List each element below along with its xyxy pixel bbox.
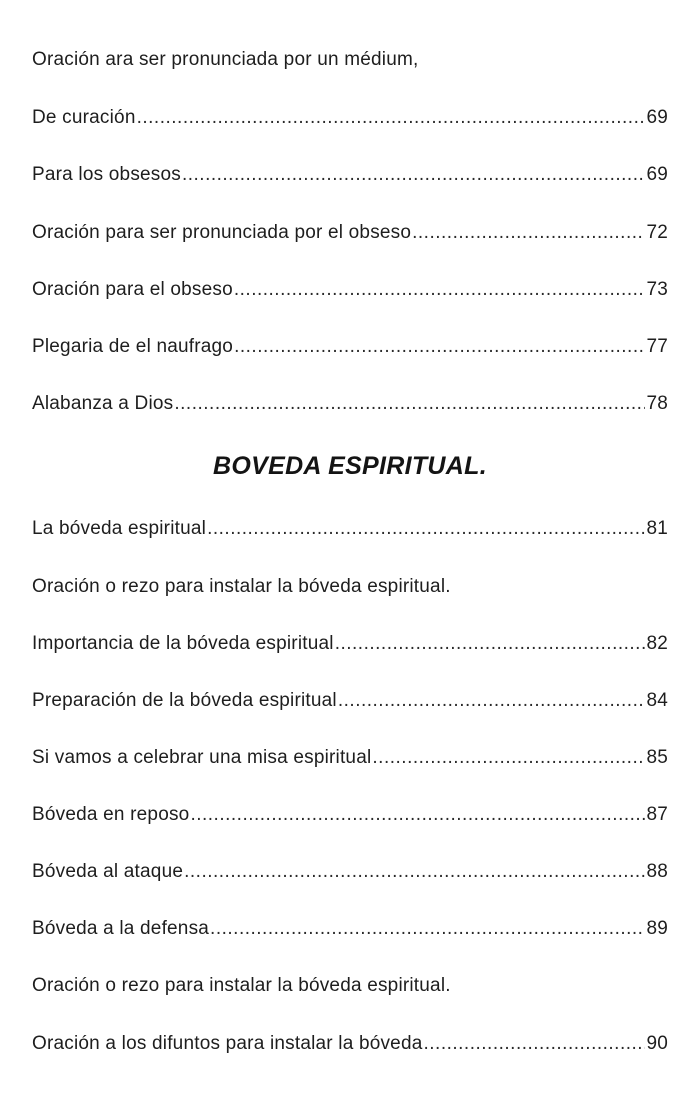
toc-entry-page: 81 xyxy=(646,518,668,539)
dot-leader xyxy=(412,220,645,246)
toc-entry-page: 69 xyxy=(646,107,668,128)
toc-entry xyxy=(32,688,668,714)
toc-entry-title: La bóveda espiritual xyxy=(32,518,207,539)
dot-leader xyxy=(372,745,645,771)
toc-entry-page: 90 xyxy=(646,1033,668,1054)
toc-entry-title: Oración o rezo para instalar la bóveda espiritual. xyxy=(32,576,451,597)
toc-entry-title: Bóveda a la defensa xyxy=(32,918,210,939)
toc-entry-page: 69 xyxy=(646,164,668,185)
dot-leader xyxy=(335,631,646,657)
toc-entry xyxy=(32,802,668,828)
toc-entry-title: Oración para ser pronunciada por el obseso xyxy=(32,222,412,243)
toc-entry xyxy=(32,859,668,885)
toc-entry xyxy=(32,47,668,73)
toc-entry xyxy=(32,220,668,246)
toc-entry-page: 89 xyxy=(646,918,668,939)
dot-leader xyxy=(207,516,645,542)
dot-leader xyxy=(234,334,645,360)
toc-entry-title: Plegaria de el naufrago xyxy=(32,336,234,357)
dot-leader xyxy=(190,802,645,828)
dot-leader xyxy=(174,391,645,417)
toc-entry-title: Bóveda en reposo xyxy=(32,804,190,825)
toc-entry-page: 77 xyxy=(646,336,668,357)
dot-leader xyxy=(210,916,645,942)
dot-leader xyxy=(423,1031,645,1057)
toc-entry xyxy=(32,391,668,417)
toc-entry xyxy=(32,277,668,303)
toc-entry-title: Importancia de la bóveda espiritual xyxy=(32,633,334,654)
toc-entry xyxy=(32,105,668,131)
toc-entry xyxy=(32,631,668,657)
toc-entry-page: 78 xyxy=(646,393,668,414)
toc-entry-page: 73 xyxy=(646,279,668,300)
toc-entry xyxy=(32,973,668,999)
toc-entry-title: Bóveda al ataque xyxy=(32,861,184,882)
toc-entry xyxy=(32,162,668,188)
toc-entry-title: Preparación de la bóveda espiritual xyxy=(32,690,337,711)
dot-leader xyxy=(338,688,646,714)
dot-leader xyxy=(182,162,646,188)
toc-entry-title: Si vamos a celebrar una misa espiritual xyxy=(32,747,372,768)
toc-entry-page: 84 xyxy=(646,690,668,711)
toc-entry-title: Oración para el obseso xyxy=(32,279,233,300)
toc-entry-page: 82 xyxy=(646,633,668,654)
toc-entry-page: 85 xyxy=(646,747,668,768)
toc-entry-title: Oración a los difuntos para instalar la bóveda xyxy=(32,1033,423,1054)
toc-entry-title: Oración o rezo para instalar la bóveda espiritual. xyxy=(32,975,451,996)
toc-entry xyxy=(32,745,668,771)
toc-entry xyxy=(32,916,668,942)
toc-entry xyxy=(32,1031,668,1057)
toc-entry-page: 72 xyxy=(646,222,668,243)
section-heading: BOVEDA ESPIRITUAL. xyxy=(213,452,487,480)
toc-entry-page: 88 xyxy=(646,861,668,882)
toc-entry-title: Alabanza a Dios xyxy=(32,393,174,414)
dot-leader xyxy=(184,859,645,885)
toc-entry-title: Para los obsesos xyxy=(32,164,181,185)
dot-leader xyxy=(137,105,646,131)
toc-entry-page: 87 xyxy=(646,804,668,825)
toc-entry-title: Oración ara ser pronunciada por un médium, xyxy=(32,49,419,70)
toc-entry xyxy=(32,334,668,360)
toc-entry xyxy=(32,516,668,542)
dot-leader xyxy=(234,277,646,303)
toc-entry-title: De curación xyxy=(32,107,136,128)
toc-entry xyxy=(32,574,668,600)
